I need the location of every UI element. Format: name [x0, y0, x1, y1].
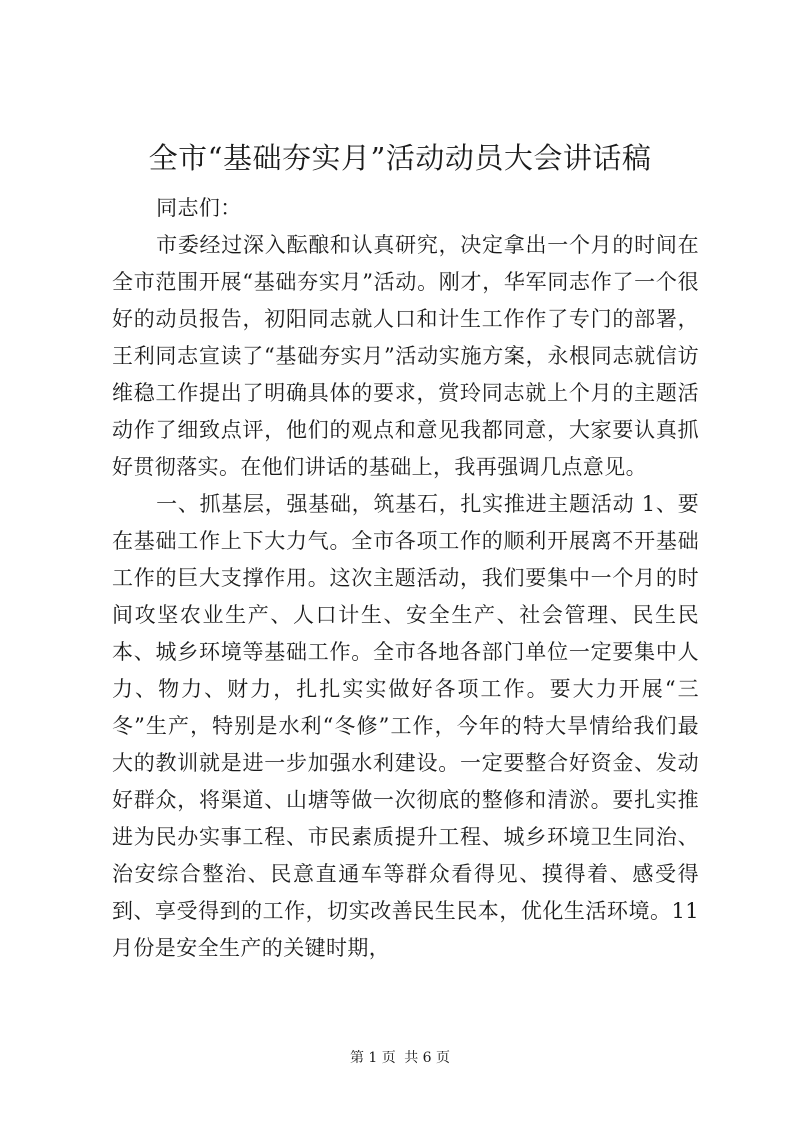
paragraph: 市委经过深入酝酿和认真研究，决定拿出一个月的时间在全市范围开展“基础夯实月”活动。刚才，华军同志作了一个很好的动员报告，初阳同志就人口和计生工作作了专门的部署，王利同志宣读了“基础夯实月”活动实施方案，永根同志就信访维稳工作提出了明确具体的要求，赏玲同志就上个月的主题活动作了细致点评，他们的观点和意见我都同意，大家要认真抓好贯彻落实。在他们讲话的基础上，我再强调几点意见。: [112, 233, 699, 479]
document-body: [112, 190, 699, 967]
page-footer: [0, 1048, 800, 1068]
page-number: 第 1 页: [349, 1050, 396, 1066]
document-title: 全市“基础夯实月”活动动员大会讲话稿: [148, 141, 652, 175]
page-total: 共 6 页: [404, 1050, 451, 1066]
paragraph: 一、抓基层，强基础，筑基石，扎实推进主题活动 1、要在基础工作上下大力气。全市各项工作的顺利开展离不开基础工作的巨大支撑作用。这次主题活动，我们要集中一个月的时间攻坚农业生产、人口计生、安全生产、社会管理、民生民本、城乡环境等基础工作。全市各地各部门单位一定要集中人力、物力、财力，扎扎实实做好各项工作。要大力开展“三冬”生产，特别是水利“冬修”工作，今年的特大旱情给我们最大的教训就是进一步加强水利建设。一定要整合好资金、发动好群众，将渠道、山塘等做一次彻底的整修和清淤。要扎实推进为民办实事工程、市民素质提升工程、城乡环境卫生同治、治安综合整治、民意直通车等群众看得见、摸得着、感受得到、享受得到的工作，切实改善民生民本，优化生活环境。11 月份是安全生产的关键时期，: [112, 492, 699, 960]
salutation: 同志们：: [156, 196, 242, 220]
